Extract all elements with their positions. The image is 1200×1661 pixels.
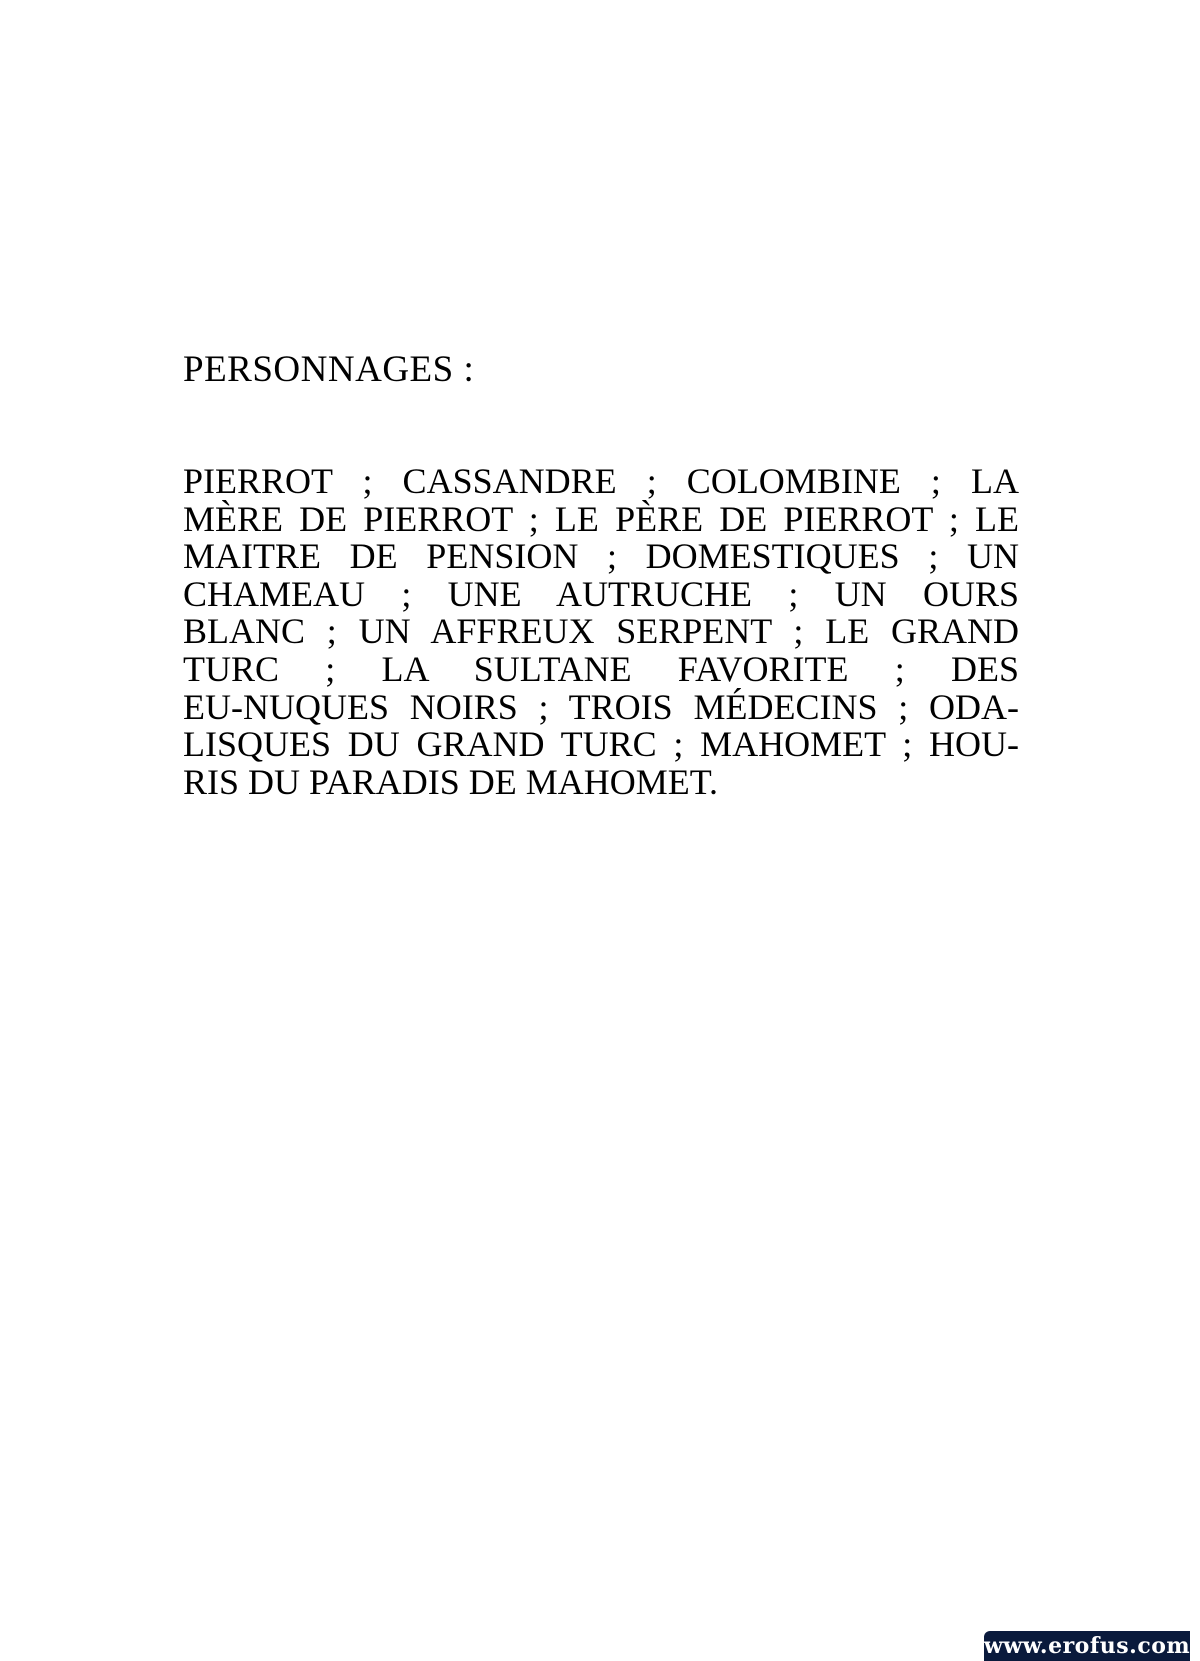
character-list-line: RIS DU PARADIS DE MAHOMET. bbox=[183, 761, 719, 802]
character-list bbox=[183, 463, 1019, 801]
character-list-line: PIERROT ; CASSANDRE ; COLOMBINE ; LA bbox=[183, 461, 1019, 501]
character-list-line: BLANC ; UN AFFREUX SERPENT ; LE GRAND bbox=[183, 611, 1019, 652]
page-heading: PERSONNAGES : bbox=[183, 349, 475, 390]
character-list-line: EU-NUQUES NOIRS ; TROIS MÉDECINS ; ODA- bbox=[183, 686, 1019, 727]
character-list-line: TURC ; LA SULTANE FAVORITE ; DES bbox=[183, 648, 1019, 689]
site-watermark bbox=[984, 1631, 1190, 1661]
character-list-line: CHAMEAU ; UNE AUTRUCHE ; UN OURS bbox=[183, 573, 1019, 614]
character-list-line: MAITRE DE PENSION ; DOMESTIQUES ; UN bbox=[183, 536, 1019, 577]
watermark-text: www.erofus.com bbox=[983, 1633, 1191, 1659]
character-list-line: MÈRE DE PIERROT ; LE PÈRE DE PIERROT ; LE bbox=[183, 498, 1019, 539]
character-list-line: LISQUES DU GRAND TURC ; MAHOMET ; HOU- bbox=[183, 724, 1019, 765]
